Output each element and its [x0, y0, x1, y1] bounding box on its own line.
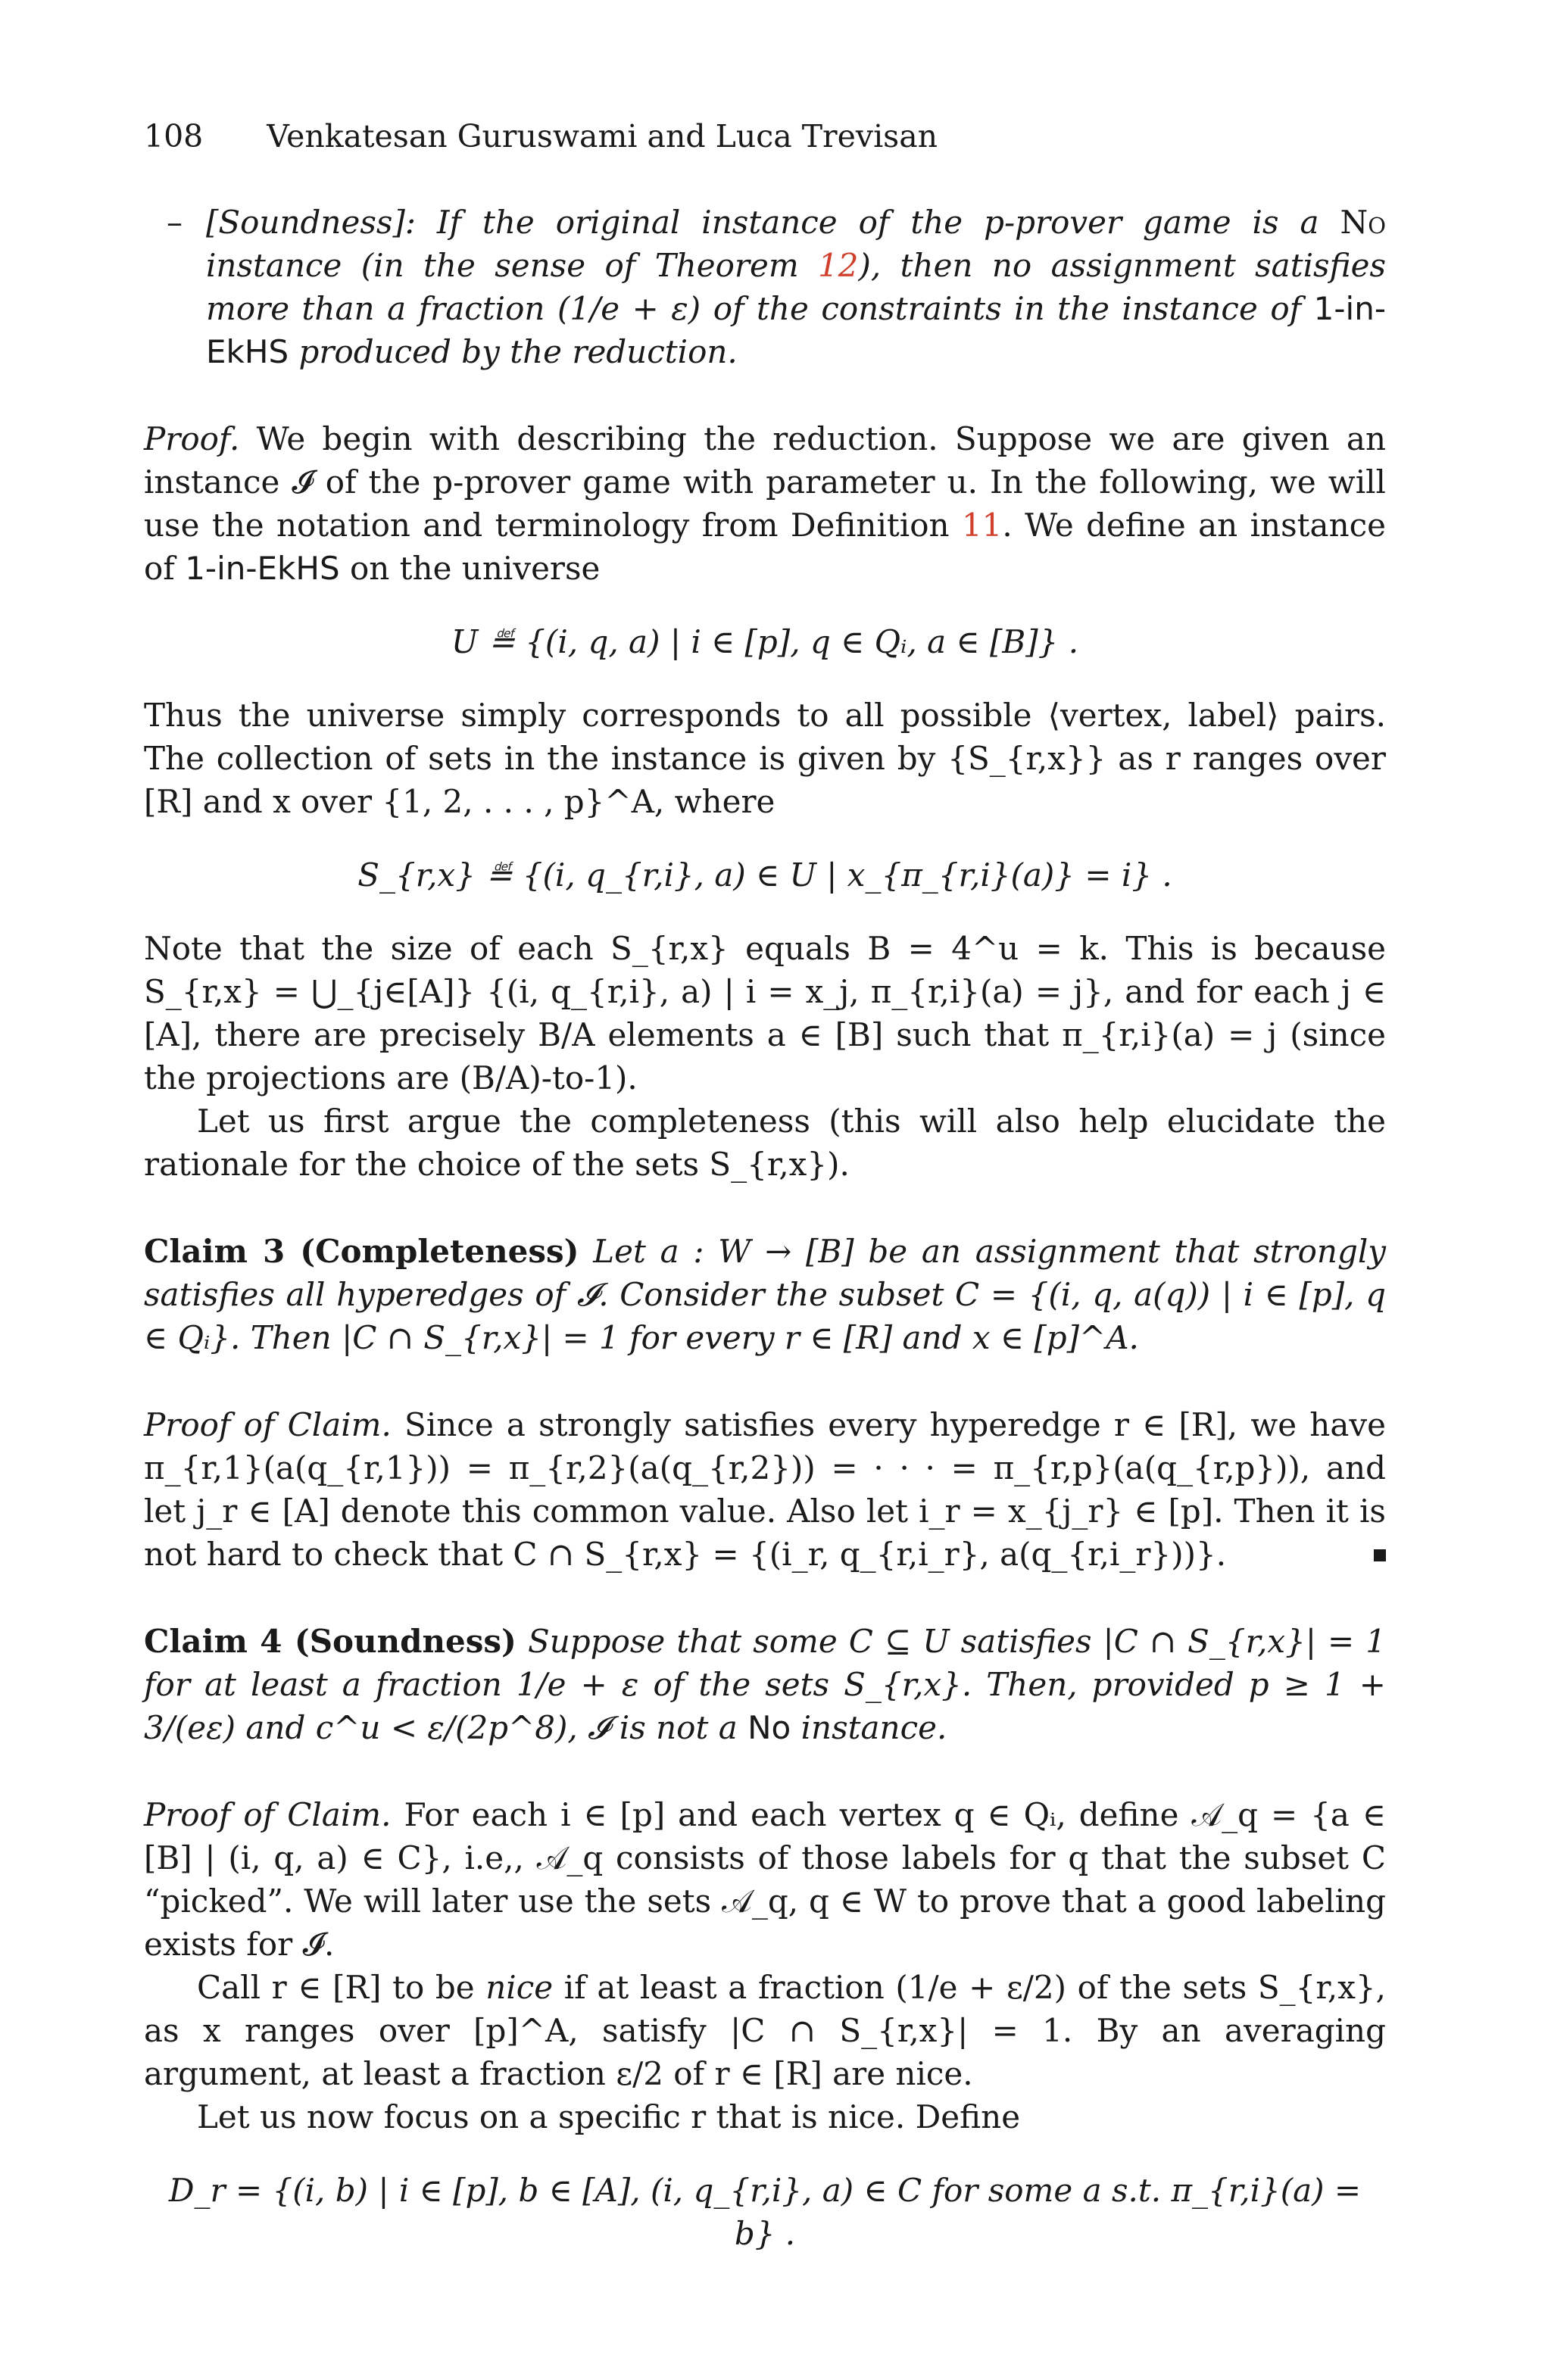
proof-paragraph-4: Let us first argue the completeness (this will also help elucidate the rationale for the choice of the sets S_{r,x}). [144, 1103, 1386, 1183]
proof-claim-4-paragraph-2: Call r ∈ [R] to be nice if at least a fraction (1/e + ε/2) of the sets S_{r,x}, as x ranges over [p]^A, satisfy |C ∩ S_{r,x}| = 1. By an averaging argument, at least a fraction ε/2 of r ∈ [R] are nice. [144, 1969, 1386, 2092]
running-authors: Venkatesan Guruswami and Luca Trevisan [267, 118, 938, 154]
definition-ref-link[interactable]: 11 [961, 507, 1003, 544]
claim-4-label: Claim 4 (Soundness) [144, 1623, 516, 1660]
proof-of-claim-label: Proof of Claim. [144, 1406, 392, 1443]
claim-3-label: Claim 3 (Completeness) [144, 1233, 579, 1270]
claim-3-text: Let a : W → [B] be an assignment that strongly satisfies all hyperedges of 𝓘. Consider the subset C = {(i, q, a(q)) | i ∈ [p], q ∈ Qᵢ}. Then |C ∩ S_{r,x}| = 1 for every r ∈ [R] and x ∈ [p]^A. [144, 1233, 1386, 1356]
equation-dr: D_r = {(i, b) | i ∈ [p], b ∈ [A], (i, q_{r,i}, a) ∈ C for some a s.t. π_{r,i}(a) = b} . [168, 2172, 1362, 2252]
proof-paragraph-2: Thus the universe simply corresponds to all possible ⟨vertex, label⟩ pairs. The collection of sets in the instance is given by {S_{r,x}} as r ranges over [R] and x over {1, 2, . . . , p}^A, where [144, 697, 1386, 820]
theorem-ref-link[interactable]: 12 [818, 247, 859, 284]
claim-3 [144, 1230, 1386, 1359]
problem-name: 1-in-EkHS [206, 290, 1386, 370]
no-keyword: No [747, 1709, 791, 1746]
equation-universe: U ≝ {(i, q, a) | i ∈ [p], q ∈ Qᵢ, a ∈ [B]} . [451, 623, 1079, 660]
equation-sets: S_{r,x} ≝ {(i, q_{r,i}, a) ∈ U | x_{π_{r,i}(a)} = i} . [357, 856, 1172, 894]
running-header [144, 114, 1386, 159]
claim-4: Claim 4 (Soundness) Suppose that some C ⊆ U satisfies |C ∩ S_{r,x}| = 1 for at least a fraction 1/e + ε of the sets S_{r,x}. Then, provided p ≥ 1 + 3/(eε) and c^u < ε/(2p^8), 𝓘 is not a No instance. [144, 1623, 1386, 1746]
no-keyword: No [1340, 204, 1386, 241]
nice-term: nice [485, 1969, 554, 2006]
proof-label: Proof. [144, 420, 240, 457]
proof-paragraph-1: Proof. We begin with describing the reduction. Suppose we are given an instance 𝓘 of the p-prover game with parameter u. In the following, we will use the notation and terminology from Definition 11. We define an instance of 1-in-EkHS on the universe [144, 420, 1386, 587]
qed-square-icon [1374, 1549, 1386, 1561]
bullet-dash: – [167, 204, 183, 241]
soundness-item [144, 201, 1386, 373]
soundness-text: [Soundness]: If the original instance of the p-prover game is a No instance (in the sense of Theorem 12), then no assignment satisfies more than a fraction (1/e + ε) of the constraints in the instance of 1-in-EkHS produced by the reduction. [206, 204, 1386, 370]
page [144, 114, 1386, 2255]
proof-of-claim-4: Proof of Claim. For each i ∈ [p] and each vertex q ∈ Qᵢ, define 𝒜_q = {a ∈ [B] | (i, q, a) ∈ C}, i.e,, 𝒜_q consists of those labels for q that the subset C “picked”. We will later use the sets 𝒜_q, q ∈ W to prove that a good labeling exists for 𝓘. [144, 1796, 1386, 1963]
proof-claim-4-paragraph-3: Let us now focus on a specific r that is nice. Define [197, 2098, 1021, 2135]
proof-paragraph-3: Note that the size of each S_{r,x} equals B = 4^u = k. This is because S_{r,x} = ⋃_{j∈[A]} {(i, q_{r,i}, a) | i = x_j, π_{r,i}(a) = j}, and for each j ∈ [A], there are precisely B/A elements a ∈ [B] such that π_{r,i}(a) = j (since the projections are (B/A)-to-1). [144, 930, 1386, 1096]
proof-of-claim-3: Proof of Claim. Since a strongly satisfies every hyperedge r ∈ [R], we have π_{r,1}(a(q_{r,1})) = π_{r,2}(a(q_{r,2})) = · · · = π_{r,p}(a(q_{r,p})), and let j_r ∈ [A] denote this common value. Also let i_r = x_{j_r} ∈ [p]. Then it is not hard to check that C ∩ S_{r,x} = {(i_r, q_{r,i_r}, a(q_{r,i_r}))}. [144, 1406, 1386, 1573]
page-number: 108 [144, 118, 204, 154]
problem-name: 1-in-EkHS [185, 550, 340, 587]
proof-of-claim-label: Proof of Claim. [144, 1796, 392, 1833]
